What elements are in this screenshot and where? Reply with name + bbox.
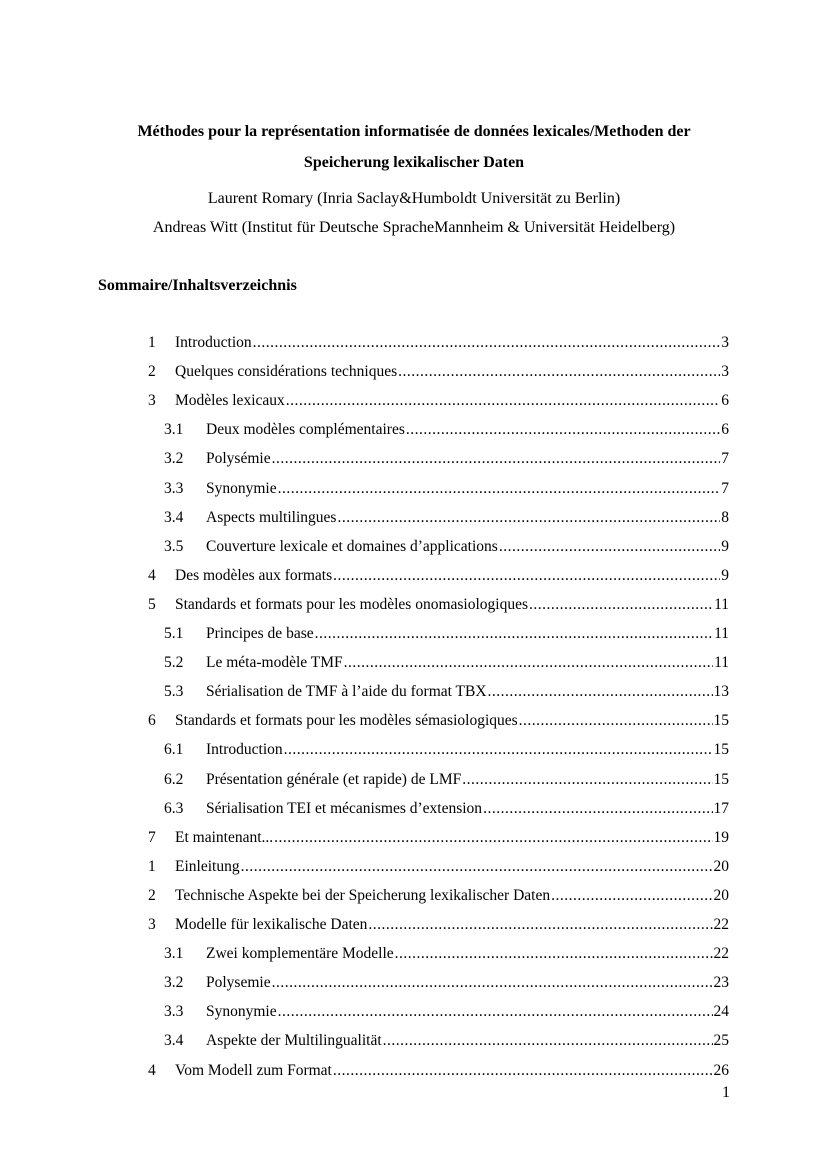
toc-entry-number: 2 — [148, 886, 156, 904]
document-title — [100, 116, 728, 178]
toc-entry[interactable] — [164, 973, 729, 993]
toc-entry[interactable] — [164, 653, 729, 673]
toc-entry-number: 3 — [148, 916, 156, 933]
toc-entry-title: Aspects multilingues — [206, 508, 337, 526]
toc-entry-page: 15 — [713, 770, 729, 788]
toc-entry-number: 2 — [148, 363, 156, 381]
toc-entry-title: Principes de base — [206, 625, 314, 642]
toc-entry-title: Des modèles aux formats — [175, 566, 333, 584]
toc-entry-page: 20 — [713, 857, 729, 875]
toc-entry-title: Technische Aspekte bei der Speicherung lexikalischer Daten — [175, 886, 551, 904]
toc-entry-number: 6.1 — [164, 741, 184, 759]
toc-dot-leader — [253, 333, 721, 353]
toc-entry-page: 20 — [713, 886, 729, 904]
toc-dot-leader — [278, 1002, 713, 1022]
toc-entry[interactable] — [164, 770, 729, 790]
toc-entry-number: 3.4 — [164, 508, 184, 526]
toc-entry-page: 25 — [713, 1032, 729, 1050]
toc-dot-leader — [529, 595, 713, 615]
toc-entry[interactable] — [164, 1031, 729, 1051]
toc-dot-leader — [368, 915, 712, 935]
toc-entry-title: Modelle für lexikalische Daten — [175, 916, 368, 933]
toc-entry-page: 24 — [713, 1003, 729, 1021]
toc-entry-page: 15 — [713, 741, 729, 759]
toc-entry[interactable] — [148, 886, 729, 906]
toc-entry-number: 3.3 — [164, 479, 184, 497]
toc-entry-title: Synonymie — [206, 479, 277, 497]
toc-entry-number: 6.2 — [164, 770, 184, 788]
toc-entry-title: Couverture lexicale et domaines d’applications — [206, 537, 498, 555]
toc-entry[interactable] — [164, 1002, 729, 1022]
toc-entry-title: Introduction — [206, 741, 283, 759]
toc-entry-number: 3.1 — [164, 421, 184, 439]
toc-entry-number: 5.3 — [164, 683, 184, 701]
toc-entry-title: Et maintenant... — [175, 828, 274, 846]
toc-entry-page: 8 — [721, 508, 729, 526]
toc-dot-leader — [284, 740, 713, 760]
toc-dot-leader — [395, 944, 713, 964]
toc-entry[interactable] — [164, 682, 729, 702]
toc-entry-title: Einleitung — [175, 857, 240, 875]
toc-entry-number: 3.5 — [164, 537, 184, 555]
toc-heading: Sommaire/Inhaltsverzeichnis — [98, 277, 297, 294]
toc-entry-number: 3.1 — [164, 945, 184, 963]
toc-dot-leader — [241, 857, 713, 877]
toc-entry-number: 4 — [148, 566, 156, 584]
toc-entry-number: 5.1 — [164, 625, 184, 642]
title-line-1: Méthodes pour la représentation informatisée de données lexicales/Methoden der — [137, 123, 691, 140]
toc-entry[interactable] — [148, 711, 729, 731]
toc-entry[interactable] — [148, 1061, 729, 1081]
toc-dot-leader — [398, 362, 720, 382]
toc-entry-number: 3 — [148, 392, 156, 410]
toc-entry-number: 1 — [148, 857, 156, 875]
toc-entry-page: 9 — [721, 537, 729, 555]
toc-entry-title: Quelques considérations techniques — [175, 363, 398, 381]
toc-entry[interactable] — [164, 740, 729, 760]
toc-dot-leader — [462, 770, 712, 790]
toc-entry[interactable] — [164, 420, 729, 440]
toc-entry[interactable] — [148, 391, 729, 411]
toc-entry-number: 5.2 — [164, 654, 184, 672]
toc-entry[interactable] — [164, 508, 729, 528]
toc-entry-title: Le méta-modèle TMF — [206, 654, 343, 672]
toc-entry[interactable] — [164, 624, 729, 644]
toc-entry-page: 11 — [714, 595, 729, 613]
toc-dot-leader — [286, 391, 720, 411]
toc-entry[interactable] — [148, 915, 729, 935]
toc-entry-number: 6.3 — [164, 799, 184, 817]
toc-entry-title: Deux modèles complémentaires — [206, 421, 405, 439]
toc-entry-page: 3 — [721, 363, 729, 381]
toc-entry-page: 6 — [721, 392, 729, 410]
toc-entry-page: 13 — [713, 683, 729, 701]
toc-entry-page: 6 — [721, 421, 729, 439]
toc-entry-page: 7 — [721, 479, 729, 497]
toc-entry-title: Polysémie — [206, 450, 271, 468]
toc-entry[interactable] — [148, 828, 729, 848]
toc-entry-page: 22 — [713, 916, 729, 933]
toc-entry[interactable] — [148, 595, 729, 615]
toc-entry[interactable] — [164, 449, 729, 469]
toc-entry[interactable] — [148, 333, 729, 353]
toc-entry[interactable] — [148, 362, 729, 382]
toc-entry-page: 15 — [713, 712, 729, 730]
toc-entry-page: 7 — [721, 450, 729, 468]
toc-entry-number: 3.3 — [164, 1003, 184, 1021]
toc-entry-page: 22 — [713, 945, 729, 963]
toc-entry[interactable] — [164, 479, 729, 499]
toc-dot-leader — [278, 479, 721, 499]
toc-entry-page: 26 — [713, 1061, 729, 1079]
toc-dot-leader — [483, 799, 712, 819]
toc-entry-page: 23 — [713, 974, 729, 992]
toc-entry-title: Aspekte der Multilingualität — [206, 1032, 382, 1050]
toc-entry-title: Zwei komplementäre Modelle — [206, 945, 394, 963]
toc-entry-title: Standards et formats pour les modèles onomasiologiques — [175, 595, 528, 613]
toc-dot-leader — [272, 973, 713, 993]
toc-entry-title: Présentation générale (et rapide) de LMF — [206, 770, 462, 788]
toc-entry-number: 1 — [148, 334, 156, 351]
author-line-2: Andreas Witt (Institut für Deutsche SpracheMannheim & Universität Heidelberg) — [152, 219, 676, 236]
toc-dot-leader — [344, 653, 713, 673]
toc-dot-leader — [274, 828, 712, 848]
toc-entry[interactable] — [148, 857, 729, 877]
toc-entry-title: Synonymie — [206, 1003, 277, 1021]
toc-entry[interactable] — [164, 944, 729, 964]
toc-dot-leader — [499, 537, 720, 557]
toc-dot-leader — [519, 711, 713, 731]
toc-entry-number: 3.2 — [164, 450, 184, 468]
toc-entry-title: Standards et formats pour les modèles sémasiologiques — [175, 712, 518, 730]
toc-dot-leader — [315, 624, 713, 644]
toc-entry-number: 5 — [148, 595, 156, 613]
toc-entry-title: Sérialisation TEI et mécanismes d’extension — [206, 799, 483, 817]
toc-entry-title: Introduction — [175, 334, 252, 351]
toc-dot-leader — [272, 449, 721, 469]
toc-entry-number: 6 — [148, 712, 156, 730]
toc-dot-leader — [333, 1061, 713, 1081]
toc-entry-title: Polysemie — [206, 974, 271, 992]
toc-dot-leader — [551, 886, 712, 906]
toc-entry[interactable] — [148, 566, 729, 586]
toc-entry-number: 3.2 — [164, 974, 184, 992]
toc-entry-page: 11 — [714, 625, 729, 642]
toc-entry-number: 4 — [148, 1061, 156, 1079]
title-line-2: Speicherung lexikalischer Daten — [303, 154, 525, 171]
toc-entry-number: 7 — [148, 828, 156, 846]
toc-dot-leader — [333, 566, 720, 586]
toc-entry[interactable] — [164, 799, 729, 819]
toc-dot-leader — [383, 1031, 713, 1051]
toc-entry[interactable] — [164, 537, 729, 557]
toc-entry-page: 3 — [721, 334, 729, 351]
toc-entry-page: 19 — [713, 828, 729, 846]
page-number: 1 — [722, 1084, 730, 1101]
toc-entry-title: Sérialisation de TMF à l’aide du format TBX — [206, 683, 487, 701]
toc-dot-leader — [337, 508, 720, 528]
author-line-1: Laurent Romary (Inria Saclay&Humboldt Universität zu Berlin) — [207, 190, 621, 207]
toc-entry-page: 9 — [721, 566, 729, 584]
toc-entry-number: 3.4 — [164, 1032, 184, 1050]
toc-entry-title: Modèles lexicaux — [175, 392, 285, 410]
toc-entry-title: Vom Modell zum Format — [175, 1061, 332, 1079]
toc-entry-page: 17 — [713, 799, 729, 817]
toc-entry-page: 11 — [714, 654, 729, 672]
toc-dot-leader — [488, 682, 713, 702]
toc-dot-leader — [406, 420, 720, 440]
